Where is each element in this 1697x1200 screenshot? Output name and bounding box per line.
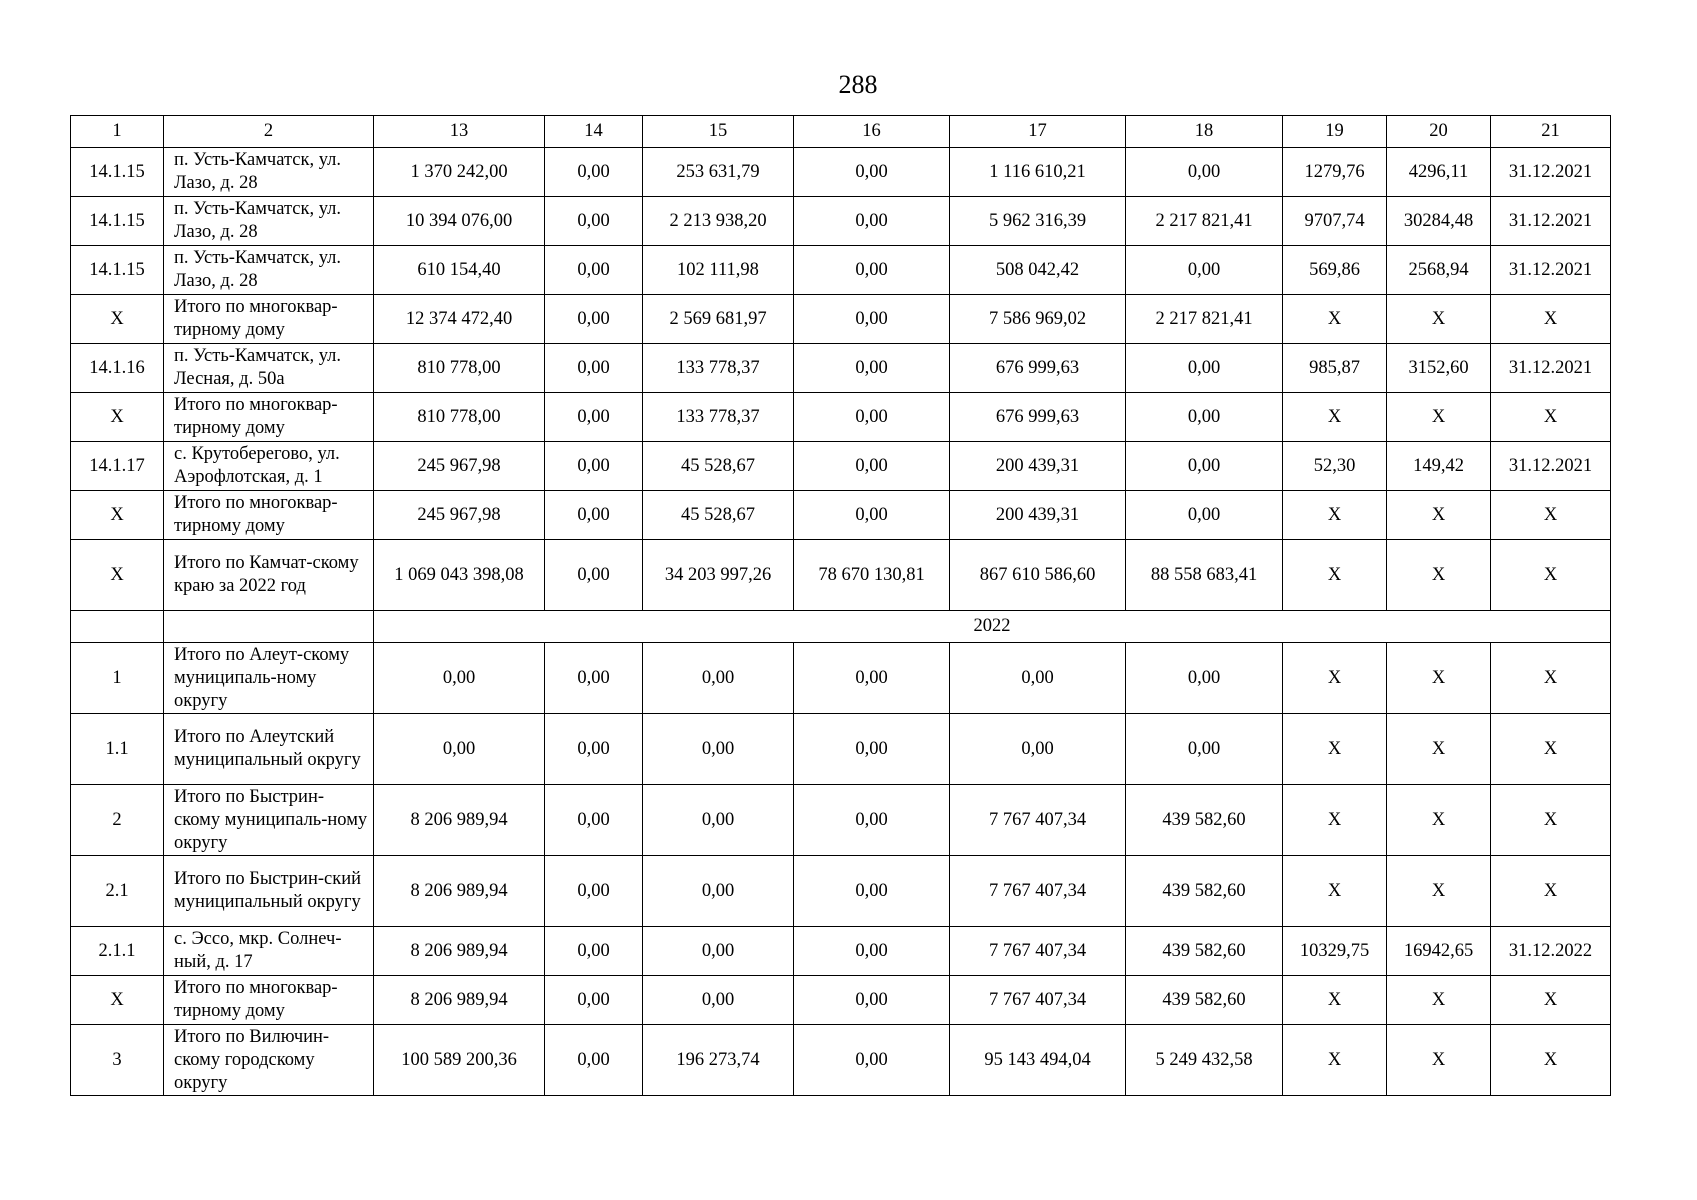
address-cell: п. Усть-Камчатск, ул. Лазо, д. 28 bbox=[164, 197, 374, 246]
address-cell: Итого по многоквар-тирному дому bbox=[164, 295, 374, 344]
header-cell: 2 bbox=[164, 116, 374, 148]
value-cell: 31.12.2022 bbox=[1491, 927, 1611, 976]
value-cell: 569,86 bbox=[1283, 246, 1387, 295]
value-cell: 0,00 bbox=[1126, 393, 1283, 442]
value-cell: 10329,75 bbox=[1283, 927, 1387, 976]
table-row bbox=[71, 976, 1611, 1025]
value-cell: 0,00 bbox=[1126, 246, 1283, 295]
address-cell: Итого по Быстрин-ский муниципальный округу bbox=[164, 856, 374, 927]
value-cell: 0,00 bbox=[794, 643, 950, 714]
value-cell: 0,00 bbox=[374, 643, 545, 714]
value-cell: Х bbox=[1387, 856, 1491, 927]
row-number-cell: 14.1.17 bbox=[71, 442, 164, 491]
value-cell: 45 528,67 bbox=[643, 442, 794, 491]
value-cell: Х bbox=[1491, 976, 1611, 1025]
value-cell: 867 610 586,60 bbox=[950, 540, 1126, 611]
value-cell: 0,00 bbox=[545, 856, 643, 927]
row-number-cell: Х bbox=[71, 393, 164, 442]
value-cell: 8 206 989,94 bbox=[374, 927, 545, 976]
value-cell: 0,00 bbox=[794, 344, 950, 393]
data-table bbox=[70, 115, 1611, 1096]
value-cell: 8 206 989,94 bbox=[374, 856, 545, 927]
value-cell: 0,00 bbox=[545, 1025, 643, 1096]
header-cell: 1 bbox=[71, 116, 164, 148]
value-cell: 0,00 bbox=[643, 927, 794, 976]
table-row bbox=[71, 643, 1611, 714]
table-row bbox=[71, 393, 1611, 442]
header-cell: 17 bbox=[950, 116, 1126, 148]
value-cell: 3152,60 bbox=[1387, 344, 1491, 393]
value-cell: Х bbox=[1387, 1025, 1491, 1096]
value-cell: 2568,94 bbox=[1387, 246, 1491, 295]
row-number-cell: Х bbox=[71, 491, 164, 540]
table-header-row bbox=[71, 116, 1611, 148]
value-cell: 31.12.2021 bbox=[1491, 246, 1611, 295]
value-cell: 0,00 bbox=[1126, 442, 1283, 491]
table-row bbox=[71, 540, 1611, 611]
address-cell: п. Усть-Камчатск, ул. Лесная, д. 50а bbox=[164, 344, 374, 393]
address-cell: с. Эссо, мкр. Солнеч-ный, д. 17 bbox=[164, 927, 374, 976]
value-cell: 133 778,37 bbox=[643, 344, 794, 393]
table-row bbox=[71, 491, 1611, 540]
row-number-cell: Х bbox=[71, 540, 164, 611]
value-cell: 30284,48 bbox=[1387, 197, 1491, 246]
value-cell: 0,00 bbox=[794, 714, 950, 785]
value-cell: 0,00 bbox=[643, 856, 794, 927]
value-cell: 985,87 bbox=[1283, 344, 1387, 393]
value-cell: 0,00 bbox=[545, 246, 643, 295]
header-cell: 16 bbox=[794, 116, 950, 148]
value-cell: 0,00 bbox=[545, 197, 643, 246]
value-cell: 1 069 043 398,08 bbox=[374, 540, 545, 611]
row-number-cell: Х bbox=[71, 295, 164, 344]
value-cell: 0,00 bbox=[1126, 643, 1283, 714]
value-cell: Х bbox=[1283, 856, 1387, 927]
value-cell: 0,00 bbox=[545, 491, 643, 540]
row-number-cell: 2.1.1 bbox=[71, 927, 164, 976]
table-body bbox=[71, 116, 1611, 1096]
value-cell: 4296,11 bbox=[1387, 148, 1491, 197]
value-cell: 810 778,00 bbox=[374, 393, 545, 442]
value-cell: 0,00 bbox=[545, 714, 643, 785]
value-cell: 7 767 407,34 bbox=[950, 976, 1126, 1025]
value-cell: 245 967,98 bbox=[374, 442, 545, 491]
value-cell: Х bbox=[1283, 540, 1387, 611]
value-cell: Х bbox=[1491, 540, 1611, 611]
value-cell: 9707,74 bbox=[1283, 197, 1387, 246]
value-cell: Х bbox=[1283, 491, 1387, 540]
header-cell: 15 bbox=[643, 116, 794, 148]
value-cell: 439 582,60 bbox=[1126, 927, 1283, 976]
row-number-cell: 14.1.16 bbox=[71, 344, 164, 393]
value-cell: 0,00 bbox=[794, 785, 950, 856]
value-cell: 1279,76 bbox=[1283, 148, 1387, 197]
value-cell: 0,00 bbox=[794, 393, 950, 442]
value-cell: 0,00 bbox=[1126, 148, 1283, 197]
row-number-cell: 14.1.15 bbox=[71, 197, 164, 246]
value-cell: 508 042,42 bbox=[950, 246, 1126, 295]
header-cell: 20 bbox=[1387, 116, 1491, 148]
value-cell: 0,00 bbox=[794, 246, 950, 295]
value-cell: 52,30 bbox=[1283, 442, 1387, 491]
address-cell: п. Усть-Камчатск, ул. Лазо, д. 28 bbox=[164, 246, 374, 295]
value-cell: Х bbox=[1387, 785, 1491, 856]
address-cell: Итого по Алеут-скому муниципаль-ному округу bbox=[164, 643, 374, 714]
value-cell: 0,00 bbox=[794, 491, 950, 540]
value-cell: 676 999,63 bbox=[950, 393, 1126, 442]
row-number-cell: 14.1.15 bbox=[71, 246, 164, 295]
value-cell: 31.12.2021 bbox=[1491, 344, 1611, 393]
value-cell: 0,00 bbox=[794, 148, 950, 197]
value-cell: 2 217 821,41 bbox=[1126, 295, 1283, 344]
value-cell: Х bbox=[1283, 1025, 1387, 1096]
value-cell: 0,00 bbox=[545, 442, 643, 491]
value-cell: 810 778,00 bbox=[374, 344, 545, 393]
value-cell: Х bbox=[1491, 856, 1611, 927]
value-cell: Х bbox=[1283, 976, 1387, 1025]
value-cell: 0,00 bbox=[545, 927, 643, 976]
table-row bbox=[71, 344, 1611, 393]
header-cell: 13 bbox=[374, 116, 545, 148]
address-cell: Итого по Алеутский муниципальный округу bbox=[164, 714, 374, 785]
value-cell: 0,00 bbox=[794, 295, 950, 344]
value-cell: Х bbox=[1387, 714, 1491, 785]
value-cell: 10 394 076,00 bbox=[374, 197, 545, 246]
address-cell: Итого по Вилючин-скому городскому округу bbox=[164, 1025, 374, 1096]
value-cell: 0,00 bbox=[794, 856, 950, 927]
address-cell: Итого по Быстрин-скому муниципаль-ному округу bbox=[164, 785, 374, 856]
value-cell: Х bbox=[1387, 540, 1491, 611]
value-cell: 0,00 bbox=[545, 976, 643, 1025]
table-row bbox=[71, 246, 1611, 295]
value-cell: 0,00 bbox=[374, 714, 545, 785]
value-cell: 196 273,74 bbox=[643, 1025, 794, 1096]
row-number-cell: 3 bbox=[71, 1025, 164, 1096]
value-cell: 439 582,60 bbox=[1126, 856, 1283, 927]
table-row bbox=[71, 148, 1611, 197]
value-cell: 88 558 683,41 bbox=[1126, 540, 1283, 611]
value-cell: Х bbox=[1491, 643, 1611, 714]
value-cell: 100 589 200,36 bbox=[374, 1025, 545, 1096]
table-row bbox=[71, 442, 1611, 491]
table-row bbox=[71, 1025, 1611, 1096]
value-cell: 16942,65 bbox=[1387, 927, 1491, 976]
value-cell: 31.12.2021 bbox=[1491, 197, 1611, 246]
address-cell: п. Усть-Камчатск, ул. Лазо, д. 28 bbox=[164, 148, 374, 197]
value-cell: Х bbox=[1387, 295, 1491, 344]
value-cell: 5 962 316,39 bbox=[950, 197, 1126, 246]
value-cell: 0,00 bbox=[545, 148, 643, 197]
value-cell: Х bbox=[1387, 491, 1491, 540]
value-cell: 0,00 bbox=[545, 785, 643, 856]
value-cell: 12 374 472,40 bbox=[374, 295, 545, 344]
value-cell: 31.12.2021 bbox=[1491, 442, 1611, 491]
value-cell: 102 111,98 bbox=[643, 246, 794, 295]
value-cell: 0,00 bbox=[794, 976, 950, 1025]
table-row bbox=[71, 714, 1611, 785]
value-cell: Х bbox=[1283, 785, 1387, 856]
header-cell: 21 bbox=[1491, 116, 1611, 148]
year-section-row bbox=[71, 611, 1611, 643]
value-cell: 245 967,98 bbox=[374, 491, 545, 540]
table-row bbox=[71, 785, 1611, 856]
value-cell: 0,00 bbox=[545, 344, 643, 393]
value-cell: 0,00 bbox=[794, 197, 950, 246]
value-cell: 0,00 bbox=[1126, 344, 1283, 393]
value-cell: Х bbox=[1387, 976, 1491, 1025]
year-label: 2022 bbox=[374, 611, 1611, 643]
empty-cell bbox=[164, 611, 374, 643]
row-number-cell: 2.1 bbox=[71, 856, 164, 927]
value-cell: 439 582,60 bbox=[1126, 785, 1283, 856]
address-cell: Итого по многоквар-тирному дому bbox=[164, 491, 374, 540]
row-number-cell: 1 bbox=[71, 643, 164, 714]
value-cell: 7 586 969,02 bbox=[950, 295, 1126, 344]
value-cell: 7 767 407,34 bbox=[950, 856, 1126, 927]
value-cell: 8 206 989,94 bbox=[374, 785, 545, 856]
value-cell: 0,00 bbox=[643, 643, 794, 714]
value-cell: Х bbox=[1283, 714, 1387, 785]
value-cell: 0,00 bbox=[545, 540, 643, 611]
value-cell: 133 778,37 bbox=[643, 393, 794, 442]
value-cell: 0,00 bbox=[545, 393, 643, 442]
address-cell: Итого по многоквар-тирному дому bbox=[164, 976, 374, 1025]
value-cell: 0,00 bbox=[643, 976, 794, 1025]
value-cell: 5 249 432,58 bbox=[1126, 1025, 1283, 1096]
empty-cell bbox=[71, 611, 164, 643]
value-cell: Х bbox=[1491, 785, 1611, 856]
header-cell: 18 bbox=[1126, 116, 1283, 148]
value-cell: Х bbox=[1491, 1025, 1611, 1096]
value-cell: 0,00 bbox=[794, 927, 950, 976]
value-cell: 0,00 bbox=[794, 442, 950, 491]
value-cell: 7 767 407,34 bbox=[950, 927, 1126, 976]
value-cell: 2 217 821,41 bbox=[1126, 197, 1283, 246]
value-cell: 0,00 bbox=[545, 643, 643, 714]
value-cell: 676 999,63 bbox=[950, 344, 1126, 393]
value-cell: Х bbox=[1283, 295, 1387, 344]
row-number-cell: 14.1.15 bbox=[71, 148, 164, 197]
value-cell: 8 206 989,94 bbox=[374, 976, 545, 1025]
value-cell: 34 203 997,26 bbox=[643, 540, 794, 611]
row-number-cell: 1.1 bbox=[71, 714, 164, 785]
value-cell: 31.12.2021 bbox=[1491, 148, 1611, 197]
table-row bbox=[71, 927, 1611, 976]
header-cell: 14 bbox=[545, 116, 643, 148]
address-cell: с. Крутоберегово, ул. Аэрофлотская, д. 1 bbox=[164, 442, 374, 491]
table-row bbox=[71, 197, 1611, 246]
value-cell: Х bbox=[1283, 393, 1387, 442]
value-cell: 95 143 494,04 bbox=[950, 1025, 1126, 1096]
address-cell: Итого по многоквар-тирному дому bbox=[164, 393, 374, 442]
value-cell: 0,00 bbox=[1126, 491, 1283, 540]
value-cell: 0,00 bbox=[794, 1025, 950, 1096]
value-cell: Х bbox=[1387, 643, 1491, 714]
value-cell: 0,00 bbox=[643, 714, 794, 785]
table-row bbox=[71, 295, 1611, 344]
row-number-cell: Х bbox=[71, 976, 164, 1025]
value-cell: Х bbox=[1387, 393, 1491, 442]
value-cell: 2 213 938,20 bbox=[643, 197, 794, 246]
value-cell: Х bbox=[1491, 393, 1611, 442]
value-cell: 45 528,67 bbox=[643, 491, 794, 540]
value-cell: 0,00 bbox=[950, 714, 1126, 785]
value-cell: 200 439,31 bbox=[950, 491, 1126, 540]
value-cell: 200 439,31 bbox=[950, 442, 1126, 491]
page-number: 288 bbox=[838, 70, 878, 99]
value-cell: 1 116 610,21 bbox=[950, 148, 1126, 197]
value-cell: Х bbox=[1491, 295, 1611, 344]
value-cell: 0,00 bbox=[643, 785, 794, 856]
value-cell: 7 767 407,34 bbox=[950, 785, 1126, 856]
value-cell: 0,00 bbox=[545, 295, 643, 344]
value-cell: Х bbox=[1491, 491, 1611, 540]
value-cell: 439 582,60 bbox=[1126, 976, 1283, 1025]
row-number-cell: 2 bbox=[71, 785, 164, 856]
table-row bbox=[71, 856, 1611, 927]
address-cell: Итого по Камчат-скому краю за 2022 год bbox=[164, 540, 374, 611]
value-cell: 149,42 bbox=[1387, 442, 1491, 491]
value-cell: 610 154,40 bbox=[374, 246, 545, 295]
header-cell: 19 bbox=[1283, 116, 1387, 148]
value-cell: 2 569 681,97 bbox=[643, 295, 794, 344]
value-cell: 253 631,79 bbox=[643, 148, 794, 197]
value-cell: Х bbox=[1491, 714, 1611, 785]
value-cell: 78 670 130,81 bbox=[794, 540, 950, 611]
value-cell: Х bbox=[1283, 643, 1387, 714]
value-cell: 1 370 242,00 bbox=[374, 148, 545, 197]
value-cell: 0,00 bbox=[950, 643, 1126, 714]
value-cell: 0,00 bbox=[1126, 714, 1283, 785]
